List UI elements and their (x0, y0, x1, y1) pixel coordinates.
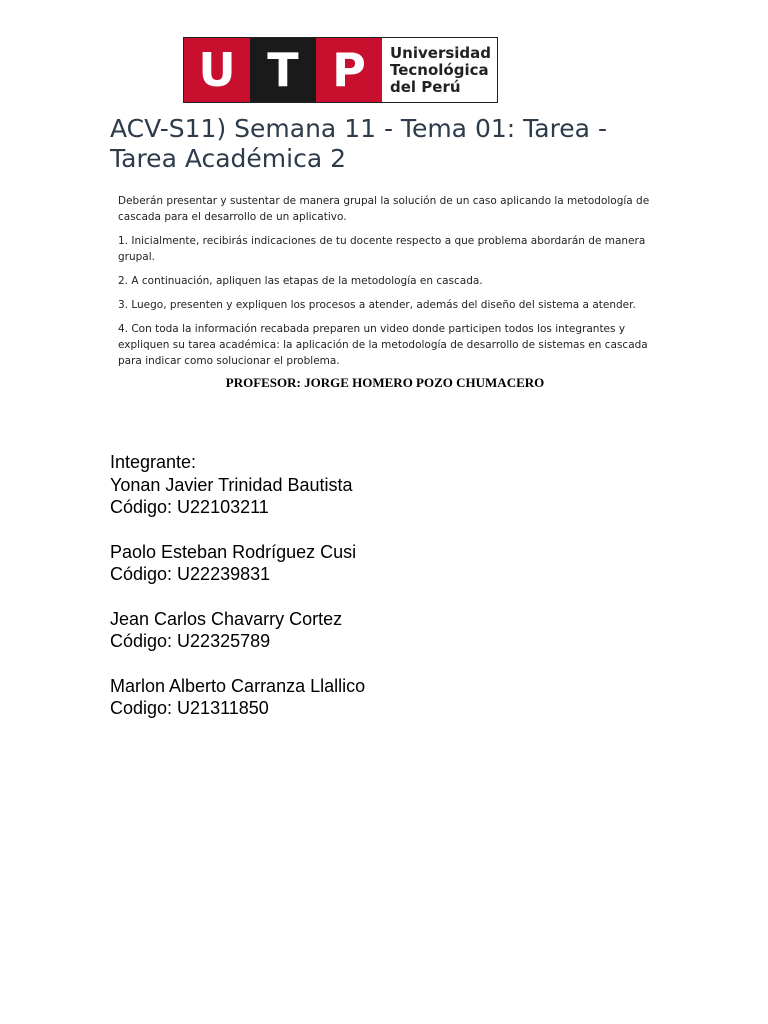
logo-letter-p: P (316, 38, 382, 102)
member-code: Código: U22103211 (110, 497, 269, 517)
instruction-step-1: 1. Inicialmente, recibirás indicaciones de tu docente respecto a que problema abordarán de manera grupal. (118, 235, 646, 263)
member-entry (110, 608, 365, 653)
utp-logo (183, 37, 498, 103)
page-title: ACV-S11) Semana 11 - Tema 01: Tarea - Tarea Académica 2 (110, 114, 607, 173)
logo-text-line-1: Universidad (390, 43, 492, 62)
logo-text (382, 38, 491, 102)
members-label: Integrante: (110, 452, 197, 472)
member-name: Marlon Alberto Carranza Llallico (110, 675, 366, 696)
member-name: Yonan Javier Trinidad Bautista (110, 474, 353, 495)
logo-text-line-3: del Perú (390, 77, 461, 96)
member-entry (110, 451, 365, 519)
logo-letter-u: U (184, 38, 250, 102)
instruction-step-3: 3. Luego, presenten y expliquen los procesos a atender, además del diseño del sistema a atender. (118, 299, 636, 311)
member-code: Codigo: U21311850 (110, 698, 269, 718)
member-name: Paolo Esteban Rodríguez Cusi (110, 541, 357, 562)
logo-text-line-2: Tecnológica (390, 60, 489, 79)
instruction-step-2: 2. A continuación, apliquen las etapas de la metodología en cascada. (118, 275, 483, 287)
members-list (110, 451, 365, 720)
member-code: Código: U22325789 (110, 631, 271, 651)
professor-name: PROFESOR: JORGE HOMERO POZO CHUMACERO (225, 375, 545, 390)
instructions-block (118, 193, 663, 377)
logo-letter-t: T (250, 38, 316, 102)
instruction-step-4: 4. Con toda la información recabada preparen un video donde participen todos los integrantes y expliquen su tarea académica: la aplicación de la metodología de desarrollo de sistemas en cascada para indicar como solucionar el problema. (118, 323, 648, 367)
member-entry (110, 675, 365, 720)
member-name: Jean Carlos Chavarry Cortez (110, 608, 343, 629)
instruction-intro: Deberán presentar y sustentar de manera grupal la solución de un caso aplicando la metodología de cascada para el desarrollo de un aplicativo. (118, 195, 650, 223)
member-code: Código: U22239831 (110, 564, 271, 584)
member-entry (110, 541, 365, 586)
